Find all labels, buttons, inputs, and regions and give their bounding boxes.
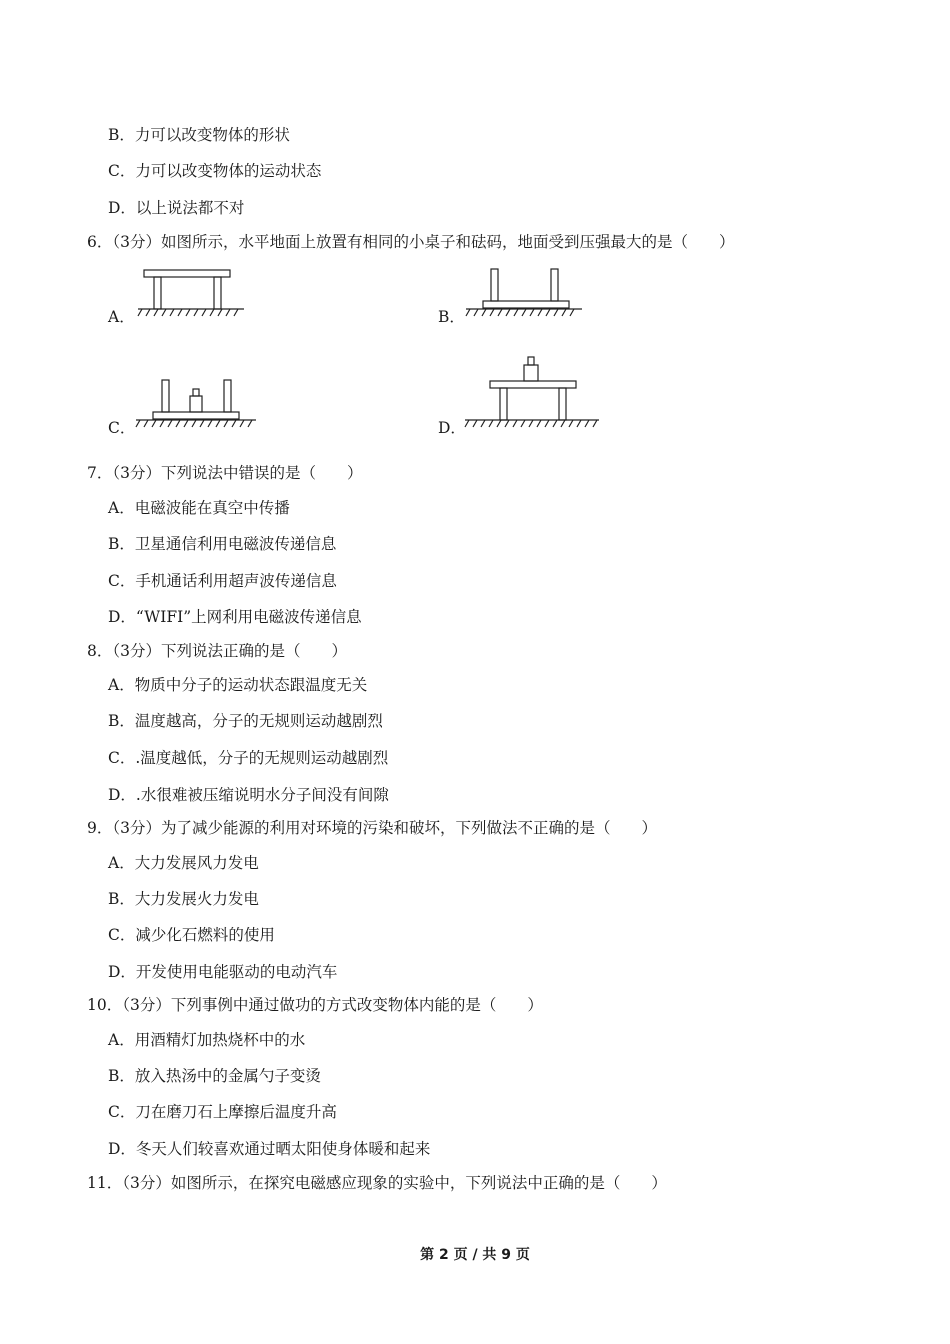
q8-stem: 8．（3分）下列说法正确的是（ ） [87,642,347,660]
q6-label-d: D． [438,419,466,437]
q6-figure-c [136,376,261,434]
q6-figure-b [466,266,586,324]
q7-option-d: D．“WIFI”上网利用电磁波传递信息 [108,608,362,626]
q6-label-c: C． [108,419,136,437]
q9-option-c: C．减少化石燃料的使用 [108,926,275,944]
q9-stem: 9．（3分）为了减少能源的利用对环境的污染和破坏，下列做法不正确的是（ ） [87,819,657,837]
q9-option-b: B．大力发展火力发电 [108,890,259,908]
q6-label-b: B． [438,308,465,326]
q11-stem: 11．（3分）如图所示，在探究电磁感应现象的实验中，下列说法中正确的是（ ） [87,1174,667,1192]
q9-option-a: A．大力发展风力发电 [108,854,259,872]
q7-stem: 7．（3分）下列说法中错误的是（ ） [87,464,363,482]
q10-option-c: C．刀在磨刀石上摩擦后温度升高 [108,1103,337,1121]
q7-option-c: C．手机通话利用超声波传递信息 [108,572,337,590]
page-footer: 第 2 页 / 共 9 页 [420,1247,530,1263]
q5-option-d: D．以上说法都不对 [108,199,245,217]
q10-stem: 10．（3分）下列事例中通过做功的方式改变物体内能的是（ ） [87,996,543,1014]
q6-figure-a [138,266,248,324]
q8-option-c: C．.温度越低，分子的无规则运动越剧烈 [108,749,389,767]
q10-option-a: A．用酒精灯加热烧杯中的水 [108,1031,306,1049]
q8-option-d: D．.水很难被压缩说明水分子间没有间隙 [108,786,389,804]
q5-option-c: C．力可以改变物体的运动状态 [108,162,322,180]
q6-label-a: A． [108,308,135,326]
q7-option-a: A．电磁波能在真空中传播 [108,499,290,517]
q9-option-d: D．开发使用电能驱动的电动汽车 [108,963,338,981]
q8-option-b: B．温度越高，分子的无规则运动越剧烈 [108,712,383,730]
q10-option-b: B．放入热汤中的金属勺子变烫 [108,1067,321,1085]
q8-option-a: A．物质中分子的运动状态跟温度无关 [108,676,368,694]
q10-option-d: D．冬天人们较喜欢通过晒太阳使身体暖和起来 [108,1140,431,1158]
q6-stem: 6．（3分）如图所示，水平地面上放置有相同的小桌子和砝码，地面受到压强最大的是（ ） [87,233,735,251]
q6-figure-d [465,351,605,433]
q7-option-b: B．卫星通信利用电磁波传递信息 [108,535,337,553]
q5-option-b: B．力可以改变物体的形状 [108,126,290,144]
